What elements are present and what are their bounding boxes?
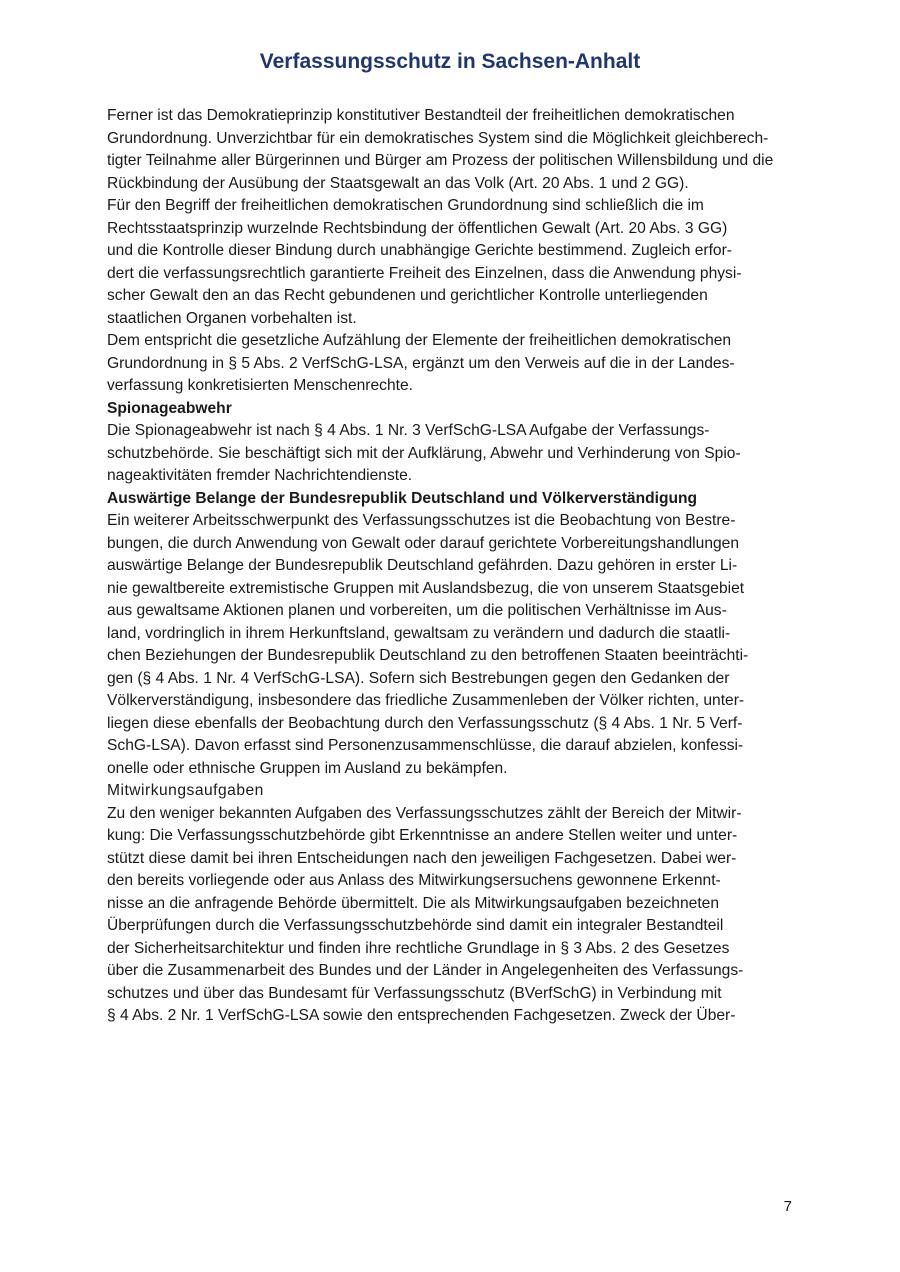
text-line: bungen, die durch Anwendung von Gewalt oder darauf gerichtete Vorbereitungshandlungen xyxy=(107,534,740,552)
paragraph-rule-of-law xyxy=(107,195,797,330)
text-line: Dem entspricht die gesetzliche Aufzählung der Elemente der freiheitlichen demokratischen xyxy=(107,332,732,349)
text-line: und die Kontrolle dieser Bindung durch unabhängige Gerichte bestimmend. Zugleich erfor- xyxy=(107,242,732,259)
text-line: tigter Teilnahme aller Bürgerinnen und Bürger am Prozess der politischen Willensbildung und die xyxy=(107,152,774,169)
text-line: der Sicherheitsarchitektur und finden ihre rechtliche Grundlage in § 3 Abs. 2 des Gesetzes xyxy=(107,939,730,957)
text-line: Ein weiterer Arbeitsschwerpunkt des Verfassungsschutzes ist die Beobachtung von Bestre- xyxy=(107,512,736,529)
page-number: 7 xyxy=(783,1198,792,1215)
text-line: Grundordnung. Unverzichtbar für ein demokratisches System sind die Möglichkeit gleichberech- xyxy=(107,129,769,147)
text-line: liegen diese ebenfalls der Beobachtung durch den Verfassungsschutz (§ 4 Abs. 1 Nr. 5 Verf- xyxy=(107,714,743,732)
text-line: chen Beziehungen der Bundesrepublik Deutschland zu den betroffenen Staaten beeinträchti- xyxy=(107,647,749,664)
text-line: über die Zusammenarbeit des Bundes und der Länder in Angelegenheiten des Verfassungs- xyxy=(107,962,744,979)
text-line: Überprüfungen durch die Verfassungsschutzbehörde sind damit ein integraler Bestandteil xyxy=(107,917,724,934)
section-heading: Spionageabwehr xyxy=(107,399,232,417)
text-line: schutzes und über das Bundesamt für Verfassungsschutz (BVerfSchG) in Verbindung mit xyxy=(107,984,722,1002)
text-line: Ferner ist das Demokratieprinzip konstitutiver Bestandteil der freiheitlichen demokratischen xyxy=(107,107,735,124)
text-line: Völkerverständigung, insbesondere das friedliche Zusammenleben der Völker richten, unter- xyxy=(107,692,745,709)
text-line: Zu den weniger bekannten Aufgaben des Verfassungsschutzes zählt der Bereich der Mitwir- xyxy=(107,804,742,822)
text-line: Für den Begriff der freiheitlichen demokratischen Grundordnung sind schließlich die im xyxy=(107,197,704,214)
paragraph-legal-enumeration xyxy=(107,330,797,398)
text-line: schutzbehörde. Sie beschäftigt sich mit der Aufklärung, Abwehr und Verhinderung von Spio- xyxy=(107,444,741,462)
section-auswaertige-belange xyxy=(107,488,797,781)
text-line: land, vordringlich in ihrem Herkunftsland, gewaltsam zu verändern und dadurch die staatli- xyxy=(107,624,731,642)
text-line: auswärtige Belange der Bundesrepublik Deutschland gefährden. Dazu gehören in erster Li- xyxy=(107,557,738,574)
text-line: nie gewaltbereite extremistische Gruppen mit Auslandsbezug, die von unserem Staatsgebiet xyxy=(107,579,745,597)
text-line: stützt diese damit bei ihren Entscheidungen nach den jeweiligen Fachgesetzen. Dabei wer- xyxy=(107,849,737,867)
section-mitwirkungsaufgaben xyxy=(107,780,797,1028)
text-line: onelle oder ethnische Gruppen im Ausland zu bekämpfen. xyxy=(107,759,508,777)
text-line: § 4 Abs. 2 Nr. 1 VerfSchG-LSA sowie den entsprechenden Fachgesetzen. Zweck der Über- xyxy=(107,1007,736,1024)
text-line: Rechtsstaatsprinzip wurzelnde Rechtsbindung der öffentlichen Gewalt (Art. 20 Abs. 3 GG) xyxy=(107,219,728,237)
text-line: aus gewaltsame Aktionen planen und vorbereiten, um die politischen Verhältnisse im Aus- xyxy=(107,602,727,619)
text-line: nageaktivitäten fremder Nachrichtendienste. xyxy=(107,467,413,484)
section-heading: Auswärtige Belange der Bundesrepublik Deutschland und Völkerverständigung xyxy=(107,489,698,507)
text-line: Grundordnung in § 5 Abs. 2 VerfSchG-LSA, ergänzt um den Verweis auf die in der Landes- xyxy=(107,354,735,372)
document-body xyxy=(107,105,797,1028)
text-line: Rückbindung der Ausübung der Staatsgewalt an das Volk (Art. 20 Abs. 1 und 2 GG). xyxy=(107,174,689,192)
paragraph-democracy-principle xyxy=(107,105,797,195)
text-line: dert die verfassungsrechtlich garantierte Freiheit des Einzelnen, dass die Anwendung physi- xyxy=(107,264,742,282)
section-heading: Mitwirkungsaufgaben xyxy=(107,782,264,799)
section-spionageabwehr xyxy=(107,398,797,488)
text-line: gen (§ 4 Abs. 1 Nr. 4 VerfSchG-LSA). Sofern sich Bestrebungen gegen den Gedanken der xyxy=(107,669,730,687)
text-line: scher Gewalt den an das Recht gebundenen und gerichtlicher Kontrolle unterliegenden xyxy=(107,287,708,304)
text-line: den bereits vorliegende oder aus Anlass des Mitwirkungsersuchens gewonnene Erkennt- xyxy=(107,872,721,889)
text-line: Die Spionageabwehr ist nach § 4 Abs. 1 Nr. 3 VerfSchG-LSA Aufgabe der Verfassungs- xyxy=(107,422,710,439)
text-line: staatlichen Organen vorbehalten ist. xyxy=(107,309,357,327)
text-line: SchG-LSA). Davon erfasst sind Personenzusammenschlüsse, die darauf abzielen, konfessi- xyxy=(107,737,744,754)
text-line: verfassung konkretisierten Menschenrechte. xyxy=(107,377,413,394)
text-line: kung: Die Verfassungsschutzbehörde gibt Erkenntnisse an andere Stellen weiter und unter- xyxy=(107,827,738,844)
page-title: Verfassungsschutz in Sachsen-Anhalt xyxy=(259,50,641,73)
text-line: nisse an die anfragende Behörde übermittelt. Die als Mitwirkungsaufgaben bezeichneten xyxy=(107,894,720,912)
